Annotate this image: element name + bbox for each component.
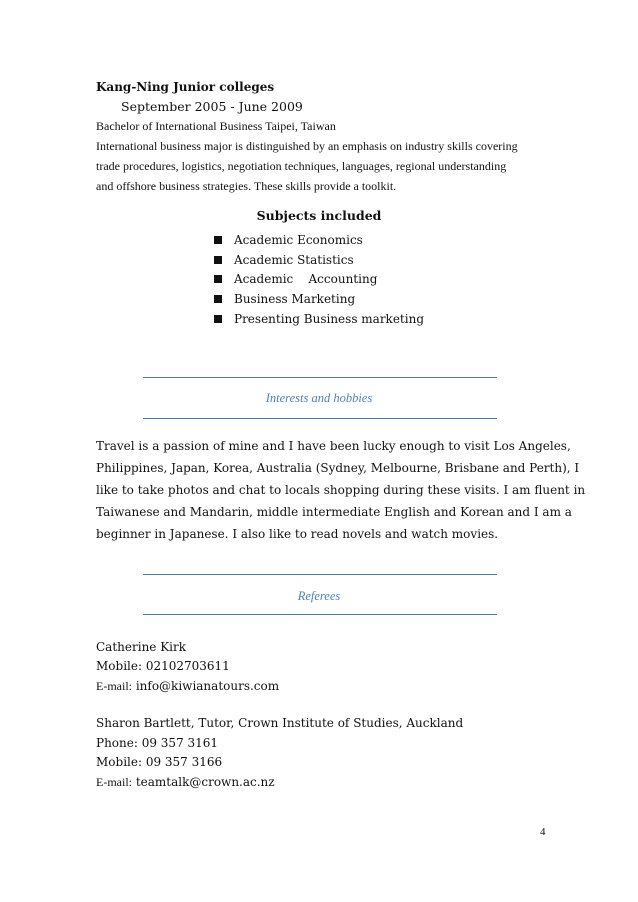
description-line: trade procedures, logistics, negotiation techniques, languages, regional understanding	[96, 159, 507, 173]
referee-email-row	[96, 679, 279, 694]
referees-heading: Referees	[297, 589, 341, 603]
description-line: International business major is distinguished by an emphasis on industry skills covering	[96, 139, 518, 153]
square-bullet-icon	[214, 236, 222, 244]
referee-mobile: Mobile: 02102703611	[96, 659, 230, 673]
section-divider	[143, 377, 497, 378]
email-link[interactable]: teamtalk@crown.ac.nz	[135, 775, 275, 789]
list-item	[214, 309, 424, 329]
interests-line: Taiwanese and Mandarin, middle intermediate English and Korean and I am a	[96, 505, 572, 519]
referee-name: Sharon Bartlett, Tutor, Crown Institute of Studies, Auckland	[96, 716, 464, 730]
list-item	[214, 270, 424, 290]
square-bullet-icon	[214, 256, 222, 264]
subject-label: Business Marketing	[234, 292, 356, 307]
subject-label: Academic Accounting	[234, 272, 378, 287]
subject-label: Presenting Business marketing	[234, 312, 425, 327]
email-link[interactable]: info@kiwianatours.com	[135, 679, 280, 693]
square-bullet-icon	[214, 295, 222, 303]
study-period: September 2005 - June 2009	[121, 99, 303, 114]
subject-label: Academic Economics	[234, 232, 363, 247]
interests-heading: Interests and hobbies	[265, 391, 373, 405]
list-item	[214, 289, 424, 309]
referee-mobile: Mobile: 09 357 3166	[96, 755, 223, 769]
email-label: E-mail:	[96, 679, 132, 693]
interests-line: beginner in Japanese. I also like to read novels and watch movies.	[96, 527, 499, 541]
referee-phone: Phone: 09 357 3161	[96, 736, 219, 750]
referee-name: Catherine Kirk	[96, 640, 187, 654]
interests-line: Philippines, Japan, Korea, Australia (Sydney, Melbourne, Brisbane and Perth), I	[96, 461, 580, 475]
referee-email-row	[96, 775, 275, 790]
list-item	[214, 230, 424, 250]
interests-line: like to take photos and chat to locals shopping during these visits. I am fluent in	[96, 483, 586, 497]
subjects-heading: Subjects included	[256, 208, 382, 223]
interests-line: Travel is a passion of mine and I have been lucky enough to visit Los Angeles,	[96, 439, 571, 453]
section-divider	[143, 574, 497, 575]
page-number: 4	[540, 826, 546, 838]
description-line: and offshore business strategies. These skills provide a toolkit.	[96, 179, 397, 193]
subject-label: Academic Statistics	[234, 252, 354, 267]
degree-line: Bachelor of International Business Taipei, Taiwan	[96, 119, 336, 133]
school-name: Kang-Ning Junior colleges	[96, 80, 275, 94]
subjects-list	[214, 230, 424, 329]
square-bullet-icon	[214, 275, 222, 283]
section-divider	[143, 418, 497, 419]
section-divider	[143, 614, 497, 615]
email-label: E-mail:	[96, 775, 132, 789]
square-bullet-icon	[214, 315, 222, 323]
list-item	[214, 250, 424, 270]
